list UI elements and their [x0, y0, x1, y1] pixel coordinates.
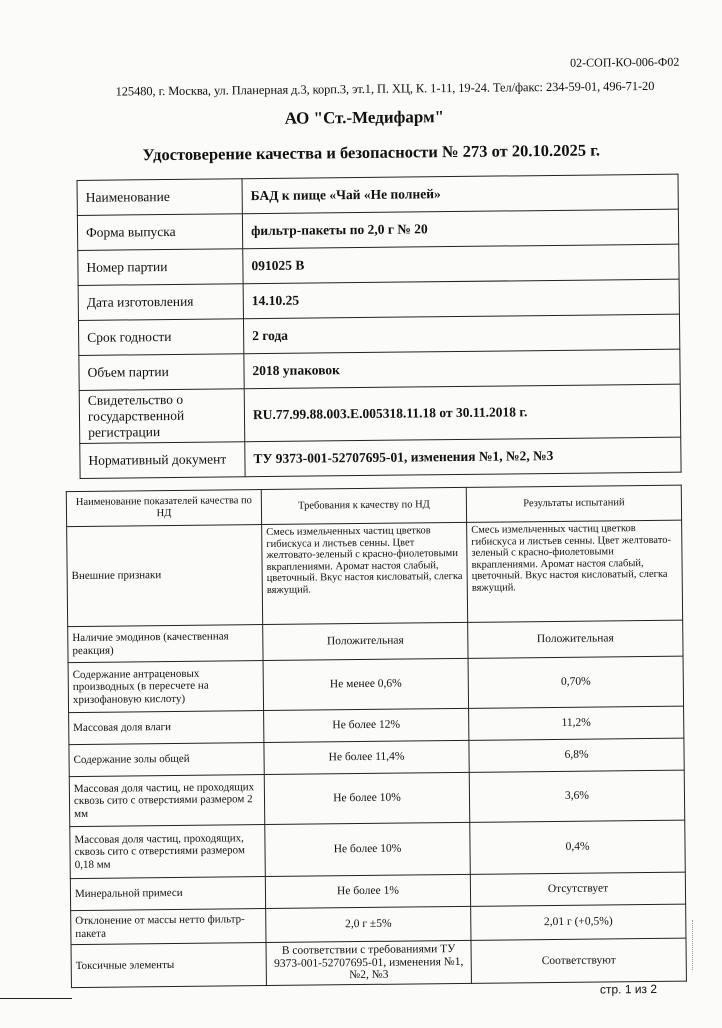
indicator-name: Массовая доля частиц, проходящих, сквозь сито с отверстиями размером 0,18 мм: [70, 825, 266, 879]
indicator-result: 0,70%: [468, 656, 684, 708]
info-value: фильтр-пакеты по 2,0 г № 20: [242, 209, 678, 249]
table-row: [71, 938, 686, 987]
document-title: Удостоверение качества и безопасности № 273 от 20.10.2025 г.: [142, 140, 601, 165]
table-row: [70, 820, 686, 878]
indicator-requirement: В соответствии с требованиями ТУ 9373-001-52707695-01, изменения №1, №2, №3: [266, 940, 471, 985]
indicator-result: 11,2%: [469, 706, 684, 740]
indicator-requirement: Не более 1%: [265, 874, 470, 908]
indicator-name: Содержание золы общей: [69, 743, 264, 777]
info-label: Форма выпуска: [77, 214, 242, 251]
indicator-result: Отсутствует: [470, 872, 685, 906]
indicator-requirement: 2,0 г ±5%: [266, 906, 471, 942]
indicator-name: Массовая доля частиц, не проходящих сквозь сито с отверстиями размером 2 мм: [69, 775, 265, 827]
indicator-result: 2,01 г (+0,5%): [471, 904, 686, 940]
indicator-name: Внешние признаки: [67, 525, 263, 627]
table-row: [80, 437, 681, 478]
info-label: Номер партии: [78, 249, 243, 286]
table-row: [67, 520, 683, 626]
info-value: 2 года: [243, 314, 679, 354]
company-address: 125480, г. Москва, ул. Планерная д.3, корп.3, эт.1, П. ХЦ, К. 1-11, 19-24. Тел/факс: 234-59-01, 496-71-20: [115, 78, 655, 99]
company-name: АО "Ст.-Медифарм": [284, 107, 445, 128]
indicator-requirement: Положительная: [263, 622, 468, 660]
footer-divider: [0, 998, 72, 999]
table-row: [79, 384, 681, 443]
table-row: [69, 770, 684, 826]
info-value: RU.77.99.88.003.Е.005318.11.18 от 30.11.2018 г.: [244, 384, 681, 442]
indicator-name: Содержание антраценовых производных (в пересчете на хризофановую кислоту): [68, 661, 264, 713]
info-label: Срок годности: [78, 319, 243, 356]
indicator-name: Минеральной примеси: [70, 877, 265, 911]
info-label: Дата изготовления: [78, 284, 243, 321]
indicator-requirement: Не более 10%: [264, 772, 470, 824]
info-label: Наименование: [77, 179, 242, 216]
column-header: Требования к качеству по НД: [261, 487, 466, 524]
product-info-table: [77, 174, 682, 479]
info-label: Объем партии: [79, 354, 244, 391]
indicator-requirement: Не более 11,4%: [264, 740, 469, 774]
indicator-name: Наличие эмодинов (качественная реакция): [68, 625, 263, 663]
info-value: 2018 упаковок: [244, 349, 680, 389]
indicator-name: Отклонение от массы нетто фильтр-пакета: [71, 909, 266, 945]
page-number: стр. 1 из 2: [599, 981, 658, 997]
column-header: Результаты испытаний: [466, 485, 681, 522]
indicator-requirement: Смесь измельченных частиц цветков гибискуса и листьев сенны. Цвет желтовато-зеленый с красно-фиолетовыми вкраплениями. Аромат настоя слабый, цветочный. Вкус настоя кисловатый, слегка вяжущий.: [262, 522, 468, 624]
info-value: ТУ 9373-001-52707695-01, изменения №1, №2, №3: [245, 437, 681, 477]
quality-table: [66, 485, 687, 988]
indicator-requirement: Не более 12%: [264, 708, 469, 742]
info-value: 14.10.25: [243, 279, 679, 319]
indicator-result: 6,8%: [469, 738, 684, 772]
indicator-result: 0,4%: [470, 820, 686, 874]
indicator-result: Положительная: [468, 620, 683, 658]
info-label: Нормативный документ: [80, 442, 245, 479]
indicator-result: Соответствуют: [471, 938, 686, 983]
info-value: БАД к пище «Чай «Не полней»: [242, 174, 678, 214]
info-value: 091025 В: [243, 244, 679, 284]
indicator-requirement: Не менее 0,6%: [263, 658, 469, 710]
form-code: 02-СОП-КО-006-Ф02: [570, 54, 680, 70]
info-label: Свидетельство о государственной регистрации: [79, 389, 245, 444]
indicator-name: Массовая доля влаги: [69, 711, 264, 745]
table-row: [68, 656, 683, 712]
indicator-requirement: Не более 10%: [265, 822, 471, 876]
scan-artifact: [692, 920, 695, 970]
column-header: Наименование показателей качества по НД: [66, 490, 261, 527]
indicator-result: 3,6%: [469, 770, 685, 822]
indicator-result: Смесь измельченных частиц цветков гибискуса и листьев сенны. Цвет желтовато-зеленый с красно-фиолетовыми вкраплениями. Аромат настоя слабый, цветочный. Вкус настоя кисловатый, слегка вяжущий.: [467, 520, 683, 622]
indicator-name: Токсичные элементы: [71, 943, 266, 988]
